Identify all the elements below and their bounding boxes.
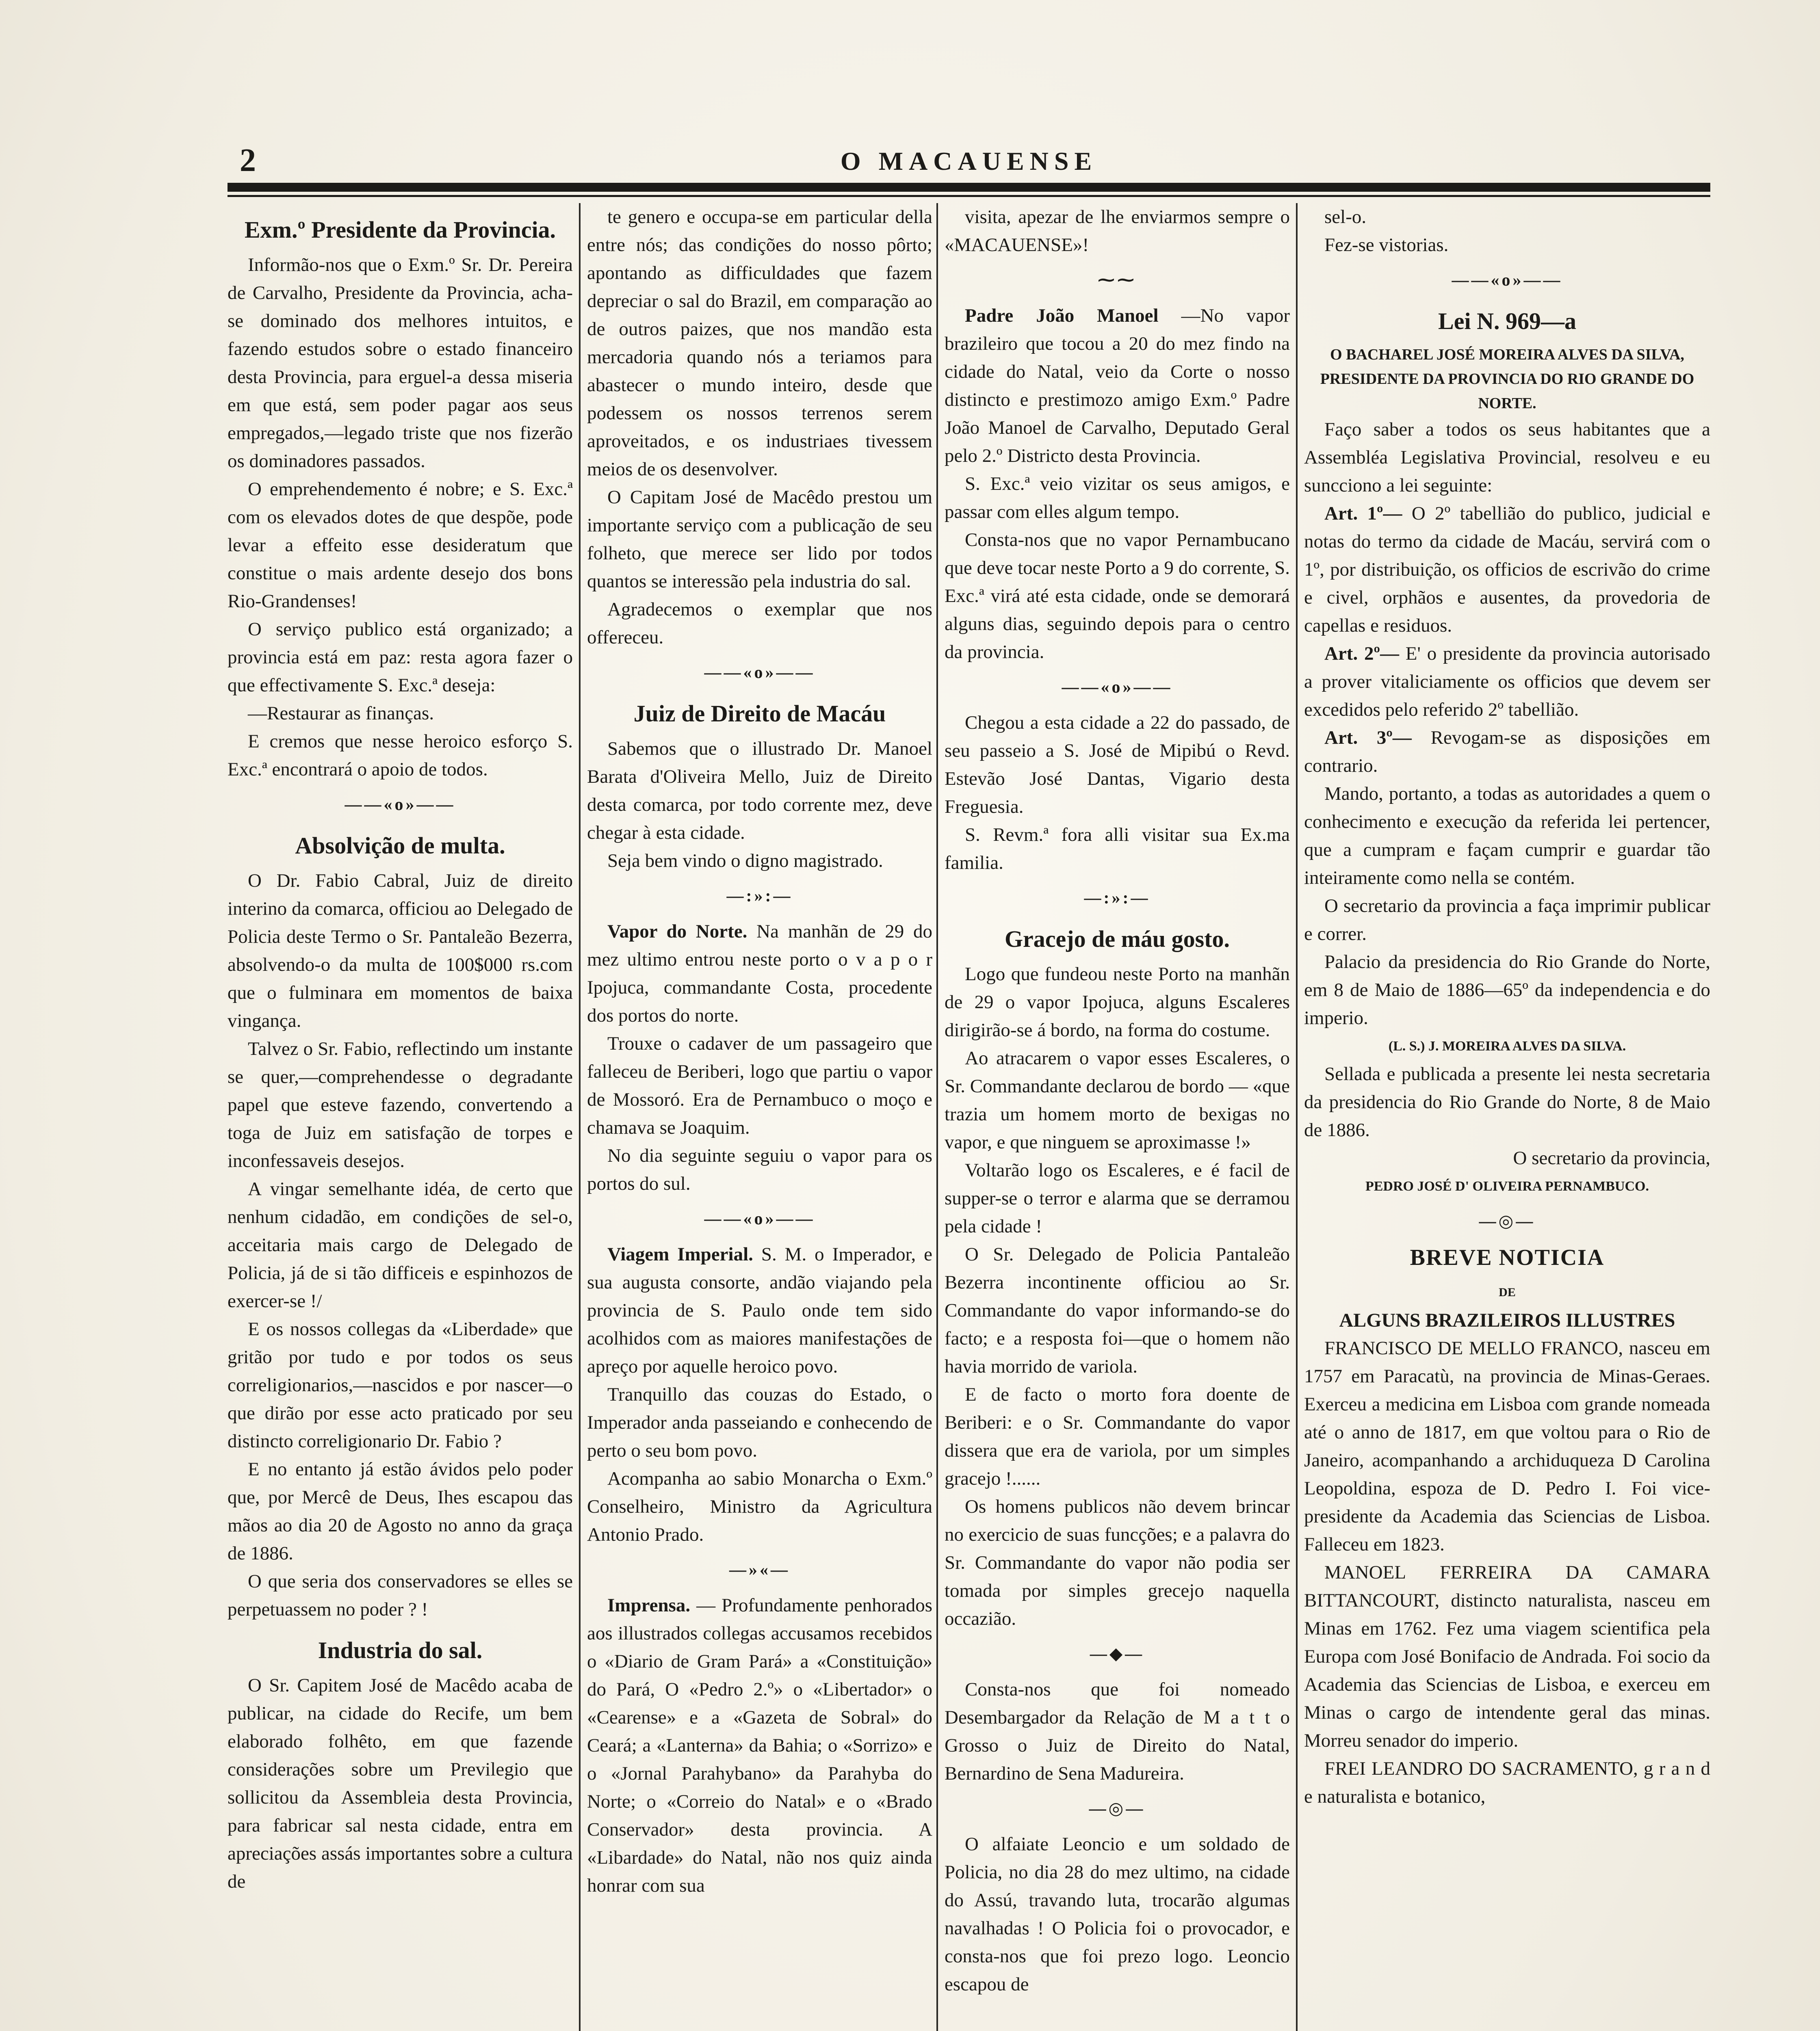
paragraph: Chegou a esta cidade a 22 do passado, de seu passeio a S. José de Mipibú o Revd. Estevão José Dantas, Vigario desta Freguesia.	[945, 712, 1290, 817]
column-3	[945, 203, 1290, 2031]
paragraph: O emprehendemento é nobre; e S. Exc.ª com os elevados dotes de que despõe, pode levar a effeito esse desideratum que constitue o mais ardente desejo dos bons Rio-Grandenses!	[228, 479, 573, 612]
column-1	[228, 203, 573, 2031]
law-article	[1304, 500, 1710, 640]
header-rule	[228, 183, 1710, 192]
paragraph: Faço saber a todos os seus habitantes que a Assembléa Legislativa Provincial, resolveu e eu suncciono a lei seguinte:	[1304, 419, 1710, 496]
article-title: Exm.º Presidente da Provincia.	[244, 217, 556, 243]
paragraph: Os homens publicos não devem brincar no exercicio de suas funcções; e a palavra do Sr. Commandante do vapor não podia ser tomada por simples grecejo naquella occazião.	[945, 1496, 1290, 1629]
paragraph: O Dr. Fabio Cabral, Juiz de direito interino da comarca, officiou ao Delegado de Policia deste Termo o Sr. Pantaleão Bezerra, absolvendo-o da multa de 100$000 rs.com que o fulminara em momentos de baixa vingança.	[228, 870, 573, 1031]
separator: ——«o»——	[704, 663, 815, 682]
paragraph: Tranquillo das couzas do Estado, o Imperador anda passeiando e conhecendo de perto o seu bom povo.	[587, 1384, 932, 1461]
article-title: Lei N. 969—a	[1438, 308, 1576, 334]
paragraph	[587, 1591, 932, 1900]
page-number: 2	[240, 143, 256, 178]
paragraph: S. Exc.ª veio vizitar os seus amigos, e passar com elles algum tempo.	[945, 473, 1290, 522]
paragraph: FREI LEANDRO DO SACRAMENTO, g r a n d e naturalista e botanico,	[1304, 1758, 1710, 1807]
paragraph: Sellada e publicada a presente lei nesta secretaria da presidencia do Rio Grande do Norte, 8 de Maio de 1886.	[1304, 1063, 1710, 1141]
article-label: Art. 2º—	[1324, 643, 1399, 664]
page-header	[228, 143, 1710, 183]
law-article	[1304, 640, 1710, 724]
paragraph: Agradecemos o exemplar que nos offereceu.	[587, 599, 932, 648]
article-title: Industria do sal.	[318, 1637, 483, 1663]
separator: ——«o»——	[704, 1210, 815, 1228]
paragraph: E os nossos collegas da «Liberdade» que gritão por tudo e por todos os seus correligionarios,—nascidos e por nascer—o que dirão por esse acto praticado por seu distincto correligionario Dr. Fabio ?	[228, 1319, 573, 1452]
paragraph: Informão-nos que o Exm.º Sr. Dr. Pereira de Carvalho, Presidente da Provincia, acha-se dominado dos melhores intuitos, e fazendo estudos sobre o estado financeiro desta Provincia, para erguel-a dessa miseria em que está, sem poder pagar aos seus empregados,—legado triste que nos fizerão os dominadores passados.	[228, 254, 573, 472]
paragraph: O serviço publico está organizado; a provincia está em paz: resta agora fazer o que effectivamente S. Exc.ª deseja:	[228, 619, 573, 696]
paragraph: Seja bem vindo o digno magistrado.	[607, 850, 883, 871]
separator: ⁓⁓	[1098, 271, 1137, 290]
paragraph: FRANCISCO DE MELLO FRANCO, nasceu em 1757 em Paracatù, na provincia de Minas-Geraes. Exerceu a medicina em Lisboa com grande nomeada até o anno de 1817, em que voltou para o Rio de Janeiro, acompanhando a archiduqueza D Carolina Leopoldina, espoza de D. Pedro I. Foi vice-presidente da Academia das Sciencias de Lisboa. Falleceu em 1823.	[1304, 1338, 1710, 1555]
paragraph: Logo que fundeou neste Porto na manhãn de 29 o vapor Ipojuca, alguns Escaleres dirigirão-se á bordo, na forma do costume.	[945, 964, 1290, 1041]
paragraph-text: —No vapor brazileiro que tocou a 20 do mez findo na cidade do Natal, veio da Corte o nosso distincto e prestimozo amigo Exm.º Padre João Manoel de Carvalho, Deputado Geral pelo 2.º Districto desta Provincia.	[945, 305, 1290, 466]
paragraph: Trouxe o cadaver de um passageiro que falleceu de Beriberi, logo que partiu o vapor de Mossoró. Era de Pernambuco o moço e chamava se Joaquim.	[587, 1033, 932, 1138]
paragraph	[587, 918, 932, 1030]
section-subtitle: DE	[1499, 1286, 1516, 1299]
paragraph: Ao atracarem o vapor esses Escaleres, o Sr. Commandante declarou de bordo — «que trazia um homem morto de bexigas no vapor, e que ninguem se aproximasse !»	[945, 1048, 1290, 1153]
paragraph-text: E' o presidente da provincia autorisado a prover vitaliciamente os officios que devem ser excedidos pelo referido 2º tabellião.	[1304, 643, 1710, 720]
separator: ——«o»——	[1062, 678, 1173, 697]
paragraph: O Capitam José de Macêdo prestou um importante serviço com a publicação de seu folheto, que merece ser lido por todos quantos se interessão pela industria do sal.	[587, 487, 932, 592]
paragraph-text: S. M. o Imperador, e sua augusta consorte, andão viajando pela provincia de S. Paulo onde tem sido acolhidos com as maiores manifestações de apreço por aquelle heroico povo.	[587, 1244, 932, 1377]
header-rule-thin	[228, 195, 1710, 197]
paragraph: O Sr. Delegado de Policia Pantaleão Bezerra incontinente officiou ao Sr. Commandante do vapor informando-se do facto; e a resposta foi—que o homem não havia morrido de variola.	[945, 1244, 1290, 1377]
paragraph: Sabemos que o illustrado Dr. Manoel Barata d'Oliveira Mello, Juiz de Direito desta comarca, por todo corrente mez, deve chegar à esta cidade.	[587, 738, 932, 843]
column-divider	[936, 203, 938, 2031]
paragraph	[945, 302, 1290, 470]
paragraph: No dia seguinte seguiu o vapor para os portos do sul.	[587, 1145, 932, 1194]
paragraph-text: Revogam-se as disposições em contrario.	[1304, 727, 1710, 776]
law-article	[1304, 724, 1710, 780]
article-title: Padre João Manoel	[965, 305, 1159, 326]
article-title: Juiz de Direito de Macáu	[633, 700, 886, 727]
column-4	[1304, 203, 1710, 2031]
paragraph-text: — Profundamente penhorados aos illustrados collegas accusamos recebidos o «Diario de Gram Pará» a «Constituição» do Pará, O «Pedro 2.º» o «Libertador» o «Cearense» e a «Gazeta de Sobral» do Ceará; a «Lanterna» da Bahia; o «Sorrizo» e o «Jornal Parahybano» da Parahyba do Norte; o «Correio do Natal» e o «Brado Conservador» desta provincia. A «Libardade» do Natal, não nos quiz ainda honrar com sua	[587, 1595, 932, 1896]
paragraph: E no entanto já estão ávidos pelo poder que, por Mercê de Deus, Ihes escapou das mãos ao dia 20 de Agosto no anno da graça de 1886.	[228, 1459, 573, 1564]
separator: ——«o»——	[1452, 271, 1563, 290]
paragraph: O que seria dos conservadores se elles se perpetuassem no poder ? !	[228, 1571, 573, 1620]
paragraph	[587, 1241, 932, 1381]
paragraph: Consta-nos que no vapor Pernambucano que deve tocar neste Porto a 9 do corrente, S. Exc.ª virá até esta cidade, onde se demorará alguns dias, seguindo depois para o centro da provincia.	[945, 529, 1290, 663]
paragraph: O Sr. Capitem José de Macêdo acaba de publicar, na cidade do Recife, um bem elaborado folhêto, em que fazende considerações sobre um Previlegio que sollicitou da Assembleia desta Provincia, para fabricar sal nesta cidade, entra em apreciações assás importantes sobre a cultura de	[228, 1675, 573, 1892]
article-title: Viagem Imperial.	[607, 1244, 753, 1265]
paragraph-text: Na manhãn de 29 do mez ultimo entrou neste porto o v a p o r Ipojuca, commandante Costa, procedente dos portos do norte.	[587, 921, 932, 1026]
paragraph: E de facto o morto fora doente de Beriberi: e o Sr. Commandante do vapor dissera que era de variola, por um simples gracejo !......	[945, 1384, 1290, 1489]
section-title: ALGUNS BRAZILEIROS ILLUSTRES	[1339, 1310, 1675, 1331]
paragraph: Palacio da presidencia do Rio Grande do Norte, em 8 de Maio de 1886—65º da independencia e do imperio.	[1304, 951, 1710, 1028]
paragraph: E cremos que nesse heroico esforço S. Exc.ª encontrará o apoio de todos.	[228, 731, 573, 780]
law-preamble: O BACHAREL JOSÉ MOREIRA ALVES DA SILVA, PRESIDENTE DA PROVINCIA DO RIO GRANDE DO NORTE.	[1320, 346, 1694, 412]
paragraph: te genero e occupa-se em particular della entre nós; das condições do nosso pôrto; apontando as difficuldades que fazem depreciar o sal do Brazil, em comparação ao de outros paizes, que nos mandão esta mercadoria quando nós a teriamos para abastecer o mundo inteiro, desde que podessem os nossos terrenos serem aproveitados, e os industriaes tivessem meios de os desenvolver.	[587, 206, 932, 480]
separator: —:»:—	[1084, 889, 1150, 907]
column-divider	[579, 203, 581, 2031]
paragraph: MANOEL FERREIRA DA CAMARA BITTANCOURT, distincto naturalista, nasceu em Minas em 1762. Fez uma viagem scientifica pela Europa com José Bonifacio de Andrada. Foi socio da Academia das Sciencias de Lisboa, e exerceu em Minas o cargo de intendente geral das minas. Morreu senador do imperio.	[1304, 1562, 1710, 1751]
article-title: Gracejo de máu gosto.	[1004, 926, 1230, 952]
column-2	[587, 203, 932, 2031]
paragraph: —Restaurar as finanças.	[248, 703, 434, 724]
article-label: Art. 1º—	[1324, 503, 1402, 524]
paragraph-text: O 2º tabellião do publico, judicial e notas do termo da cidade de Macáu, servirá com o 1º, por distribuição, os officios de escrivão do crime e civel, orphãos e ausentes, da provedoria de capellas e residuos.	[1304, 503, 1710, 636]
paragraph: A vingar semelhante idéa, de certo que nenhum cidadão, em condições de sel-o, acceitaria mais cargo de Delegado de Policia, já de si tão difficeis e espinhozos de exercer-se !/	[228, 1178, 573, 1312]
article-title: Imprensa.	[607, 1595, 691, 1616]
separator: —:»:—	[726, 887, 793, 905]
paragraph: O alfaiate Leoncio e um soldado de Policia, no dia 28 do mez ultimo, na cidade do Assú, travando luta, trocarão algumas navalhadas ! O Policia foi o provocador, e consta-nos que foi prezo logo. Leoncio escapou de	[945, 1834, 1290, 1995]
paragraph: Consta-nos que foi nomeado Desembargador da Relação de M a t t o Grosso o Juiz de Direito do Natal, Bernardino de Sena Madureira.	[945, 1679, 1290, 1784]
separator: —◎—	[1089, 1799, 1146, 1818]
paragraph: S. Revm.ª fora alli visitar sua Ex.ma familia.	[945, 824, 1290, 873]
paragraph: Talvez o Sr. Fabio, reflectindo um instante se quer,—comprehendesse o degradante papel que esteve fazendo, convertendo a toga de Juiz em satisfação de torpes e inconfessaveis desejos.	[228, 1038, 573, 1171]
paragraph: O secretario da provincia a faça imprimir publicar e correr.	[1304, 895, 1710, 944]
signature: PEDRO JOSÉ D' OLIVEIRA PERNAMBUCO.	[1365, 1179, 1649, 1194]
paragraph: Fez-se vistorias.	[1324, 234, 1449, 255]
separator: ——«o»——	[344, 795, 456, 814]
masthead: O MACAUENSE	[840, 147, 1098, 175]
section-title: BREVE NOTICIA	[1410, 1245, 1605, 1270]
separator: —◎—	[1479, 1212, 1536, 1231]
separator: —»«—	[729, 1561, 790, 1579]
paragraph: Mando, portanto, a todas as autoridades a quem o conhecimento e execução da referida lei pertencer, que a cumpram e façam cumprir e guardar tão inteiramente como nella se contém.	[1304, 783, 1710, 888]
signature: (L. S.) J. MOREIRA ALVES DA SILVA.	[1388, 1039, 1626, 1054]
separator: —◆—	[1090, 1645, 1145, 1663]
column-divider	[1296, 203, 1298, 2031]
paragraph: visita, apezar de lhe enviarmos sempre o «MACAUENSE»!	[945, 206, 1290, 255]
article-title: Vapor do Norte.	[607, 921, 748, 942]
paragraph: Voltarão logo os Escaleres, e é facil de supper-se o terror e alarma que se derramou pela cidade !	[945, 1160, 1290, 1237]
paragraph: Acompanha ao sabio Monarcha o Exm.º Conselheiro, Ministro da Agricultura Antonio Prado.	[587, 1468, 932, 1545]
paragraph: sel-o.	[1324, 206, 1367, 227]
paragraph: O secretario da provincia,	[1513, 1148, 1710, 1169]
article-title: Absolvição de multa.	[295, 832, 505, 859]
article-label: Art. 3º—	[1324, 727, 1412, 748]
